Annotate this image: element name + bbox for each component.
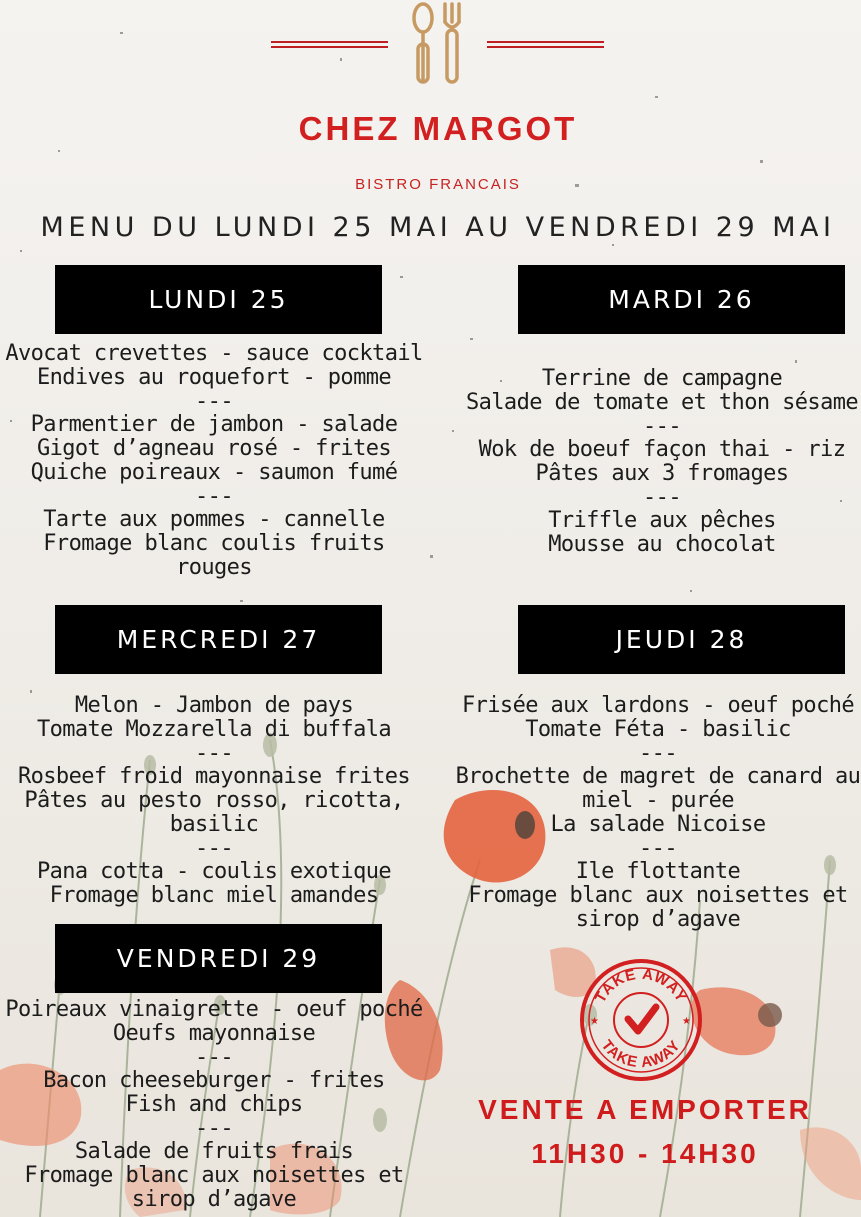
- take-away-stamp: [578, 957, 704, 1083]
- dish-list-wednesday: [0, 694, 428, 908]
- svg-text:★: ★: [590, 1016, 599, 1027]
- dish-line: Poireaux vinaigrette - oeuf poché: [5, 997, 423, 1022]
- dish-line: Oeufs mayonnaise: [112, 1021, 316, 1046]
- dish-line: Pâtes au pesto rosso, ricotta,: [24, 788, 404, 813]
- dish-line: rouges: [176, 555, 252, 580]
- dish-line: Frisée aux lardons - oeuf poché: [462, 693, 854, 718]
- dish-line: Gigot d’agneau rosé - frites: [36, 436, 392, 461]
- dish-line: sirop d’agave: [131, 1187, 297, 1212]
- dish-line: Fromage blanc coulis fruits: [43, 531, 385, 556]
- dish-line: Mousse au chocolat: [548, 532, 776, 557]
- dish-line: Rosbeef froid mayonnaise frites: [18, 764, 410, 789]
- dish-line: Fish and chips: [125, 1092, 303, 1117]
- course-separator: ---: [195, 1045, 233, 1070]
- dish-line: sirop d’agave: [575, 907, 741, 932]
- dish-line: Parmentier de jambon - salade: [30, 412, 398, 437]
- stamp-text-top: TAKE AWAY: [591, 965, 691, 1006]
- dish-line: Avocat crevettes - sauce cocktail: [5, 341, 423, 366]
- course-separator: ---: [195, 741, 233, 766]
- dish-line: Salade de tomate et thon sésame: [466, 390, 858, 415]
- day-header-monday: [55, 265, 382, 334]
- svg-text:★: ★: [682, 1016, 691, 1027]
- dish-list-monday: [0, 342, 428, 580]
- stamp-text-bottom: TAKE AWAY: [597, 1036, 685, 1072]
- checkmark-icon: [628, 1007, 656, 1031]
- dish-line: Tomate Féta - basilic: [525, 717, 791, 742]
- course-separator: ---: [195, 389, 233, 414]
- dish-line: Fromage blanc miel amandes: [49, 883, 379, 908]
- dish-line: La salade Nicoise: [550, 812, 766, 837]
- dish-line: Triffle aux pêches: [548, 508, 776, 533]
- menu-week-heading: MENU DU LUNDI 25 MAI AU VENDREDI 29 MAI: [40, 212, 836, 243]
- course-separator: ---: [195, 484, 233, 509]
- dish-line: Ile flottante: [575, 859, 741, 884]
- dish-line: Endives au roquefort - pomme: [36, 365, 392, 390]
- takeaway-hours: 11H30 - 14H30: [531, 1138, 759, 1169]
- course-separator: ---: [195, 836, 233, 861]
- dish-line: Wok de boeuf façon thai - riz: [478, 437, 846, 462]
- day-name: LUNDI 25: [148, 285, 289, 314]
- dish-line: miel - purée: [582, 788, 734, 813]
- dish-line: Pana cotta - coulis exotique: [36, 859, 392, 884]
- spoon-fork-icon: [405, 0, 471, 86]
- dish-list-thursday: [455, 694, 861, 932]
- dish-line: Bacon cheeseburger - frites: [43, 1068, 385, 1093]
- day-header-wednesday: [55, 605, 382, 674]
- takeaway-title: VENTE A EMPORTER: [478, 1094, 812, 1125]
- course-separator: ---: [639, 836, 677, 861]
- course-separator: ---: [643, 485, 681, 510]
- dish-line: basilic: [169, 812, 259, 837]
- day-header-tuesday: [518, 265, 845, 334]
- dish-line: Tomate Mozzarella di buffala: [36, 717, 392, 742]
- day-name: VENDREDI 29: [116, 944, 321, 973]
- dish-line: Tarte aux pommes - cannelle: [43, 507, 385, 532]
- course-separator: ---: [639, 741, 677, 766]
- dish-line: Melon - Jambon de pays: [74, 693, 354, 718]
- course-separator: ---: [195, 1116, 233, 1141]
- course-separator: ---: [643, 414, 681, 439]
- dish-line: Terrine de campagne: [541, 366, 783, 391]
- dish-list-friday: [0, 998, 428, 1212]
- dish-line: Quiche poireaux - saumon fumé: [30, 460, 398, 485]
- day-name: JEUDI 28: [615, 625, 748, 654]
- day-name: MARDI 26: [608, 285, 755, 314]
- dish-line: Salade de fruits frais: [74, 1139, 354, 1164]
- day-header-thursday: [518, 605, 845, 674]
- restaurant-name: CHEZ MARGOT: [298, 110, 578, 147]
- dish-list-tuesday: [463, 367, 861, 557]
- dish-line: Pâtes aux 3 fromages: [535, 461, 789, 486]
- dish-line: Fromage blanc aux noisettes et: [24, 1163, 404, 1188]
- day-header-friday: [55, 924, 382, 993]
- dish-line: Brochette de magret de canard au: [455, 764, 861, 789]
- restaurant-subtitle: BISTRO FRANCAIS: [355, 176, 521, 193]
- decorative-line-right: [487, 41, 604, 48]
- day-name: MERCREDI 27: [116, 625, 321, 654]
- dish-line: Fromage blanc aux noisettes et: [468, 883, 848, 908]
- decorative-line-left: [271, 41, 388, 48]
